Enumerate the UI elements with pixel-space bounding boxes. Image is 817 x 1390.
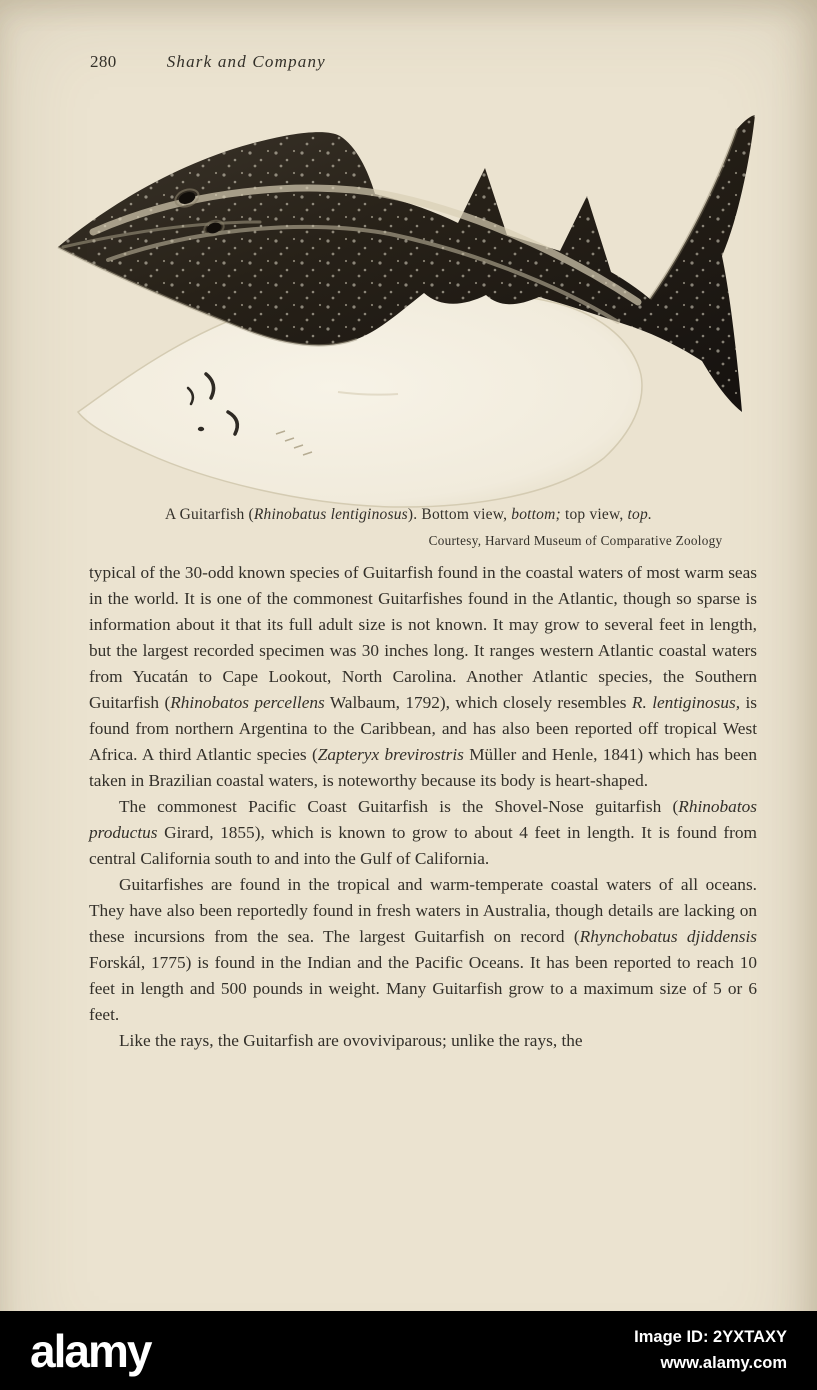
paragraph: typical of the 30-odd known species of Guitarfish found in the coastal waters of most warm seas in the world. It is one of the commonest Guitarfishes found in the Atlantic, though so sparse is information about it that its full adult size is not known. It may grow to several feet in length, but the largest recorded specimen was 30 inches long. It ranges western Atlantic coastal waters from Yucatán to Cape Lookout, North Carolina. Another Atlantic species, the Southern Guitarfish (Rhinobatos percellens Walbaum, 1792), which closely resembles R. lentiginosus, is found from northern Argentina to the Caribbean, and has also been reported off tropical West Africa. A third Atlantic species (Zapteryx brevirostris Müller and Henle, 1841) which has been taken in Brazilian coastal waters, is noteworthy because its body is heart-shaped. [89,563,757,790]
watermark-url: www.alamy.com [660,1353,787,1372]
paragraph: The commonest Pacific Coast Guitarfish is the Shovel-Nose guitarfish (Rhinobatos productus Girard, 1855), which is known to grow to about 4 feet in length. It is found from central California south to and into the Gulf of California. [89,797,757,868]
running-title: Shark and Company [166,52,326,71]
body-text [89,560,757,1054]
page-number: 280 [90,52,117,71]
guitarfish-illustration [38,82,778,510]
paragraph: Guitarfishes are found in the tropical and warm-temperate coastal waters of all oceans. They have also been reportedly found in fresh waters in Australia, though details are lacking on these incursions from the sea. The largest Guitarfish on record (Rhynchobatus djiddensis Forskál, 1775) is found in the Indian and the Pacific Oceans. It has been reported to reach 10 feet in length and 500 pounds in weight. Many Guitarfish grow to a maximum size of 5 or 6 feet. [89,875,757,1024]
watermark-info [634,1325,787,1376]
figure-credit: Courtesy, Harvard Museum of Comparative Zoology [428,533,723,548]
watermark-image-id: Image ID: 2YXTAXY [634,1327,787,1346]
guitarfish-figure [38,82,778,510]
alamy-logo: alamy [30,1324,151,1377]
paragraph: Like the rays, the Guitarfish are ovoviviparous; unlike the rays, the [119,1031,583,1050]
figure-caption: A Guitarfish (Rhinobatus lentiginosus). Bottom view, bottom; top view, top. [164,506,653,523]
watermark-bar [0,1311,817,1390]
page-header [90,52,727,72]
